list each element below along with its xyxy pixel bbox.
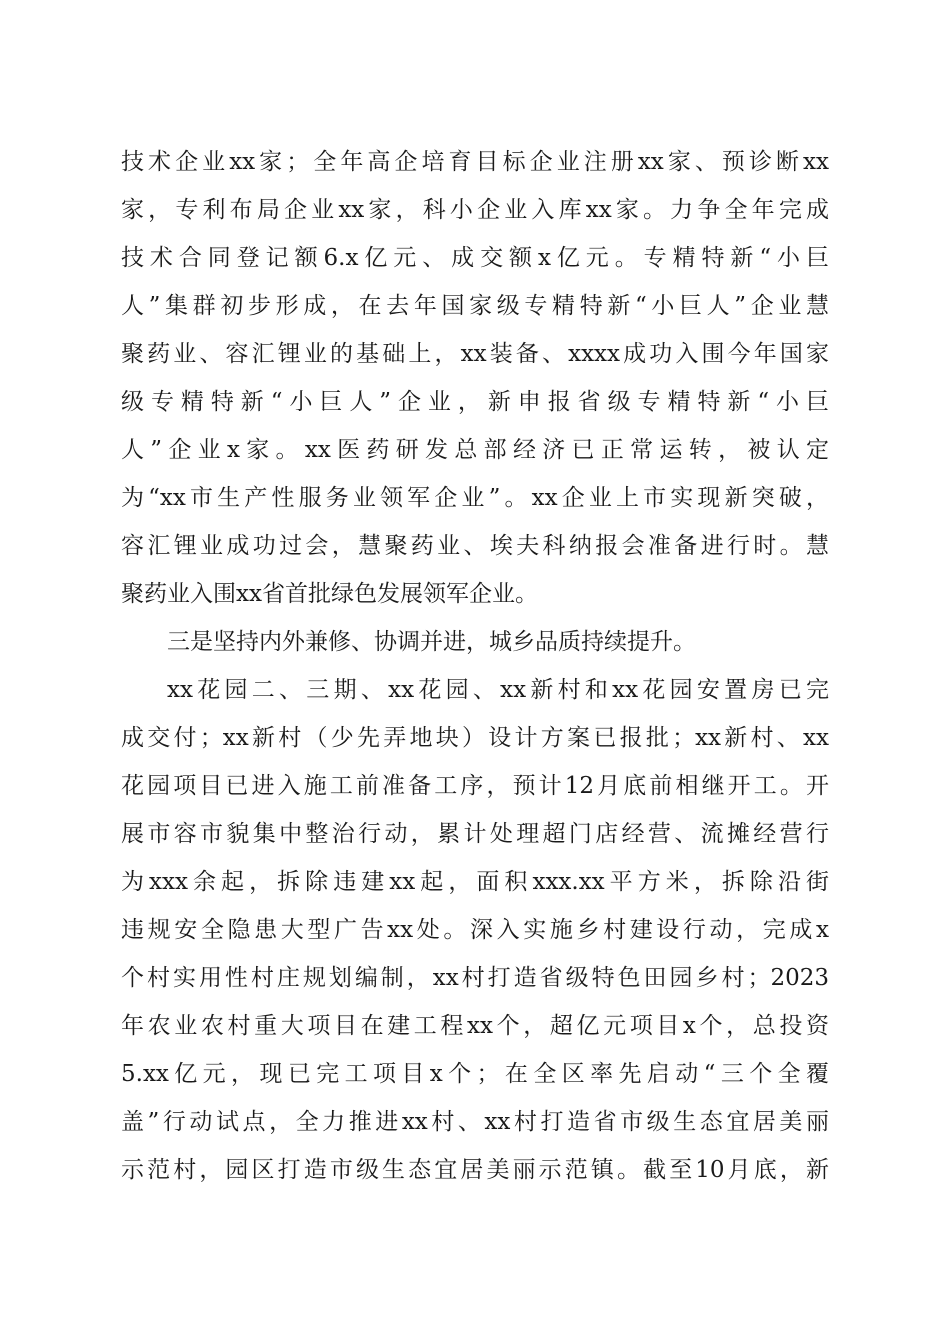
paragraph2-line: 示范村，园区打造市级生态宜居美丽示范镇。截至10月底，新 (121, 1157, 829, 1183)
paragraph1-line: 容汇锂业成功过会，慧聚药业、埃夫科纳报会准备进行时。慧 (121, 533, 829, 559)
paragraph1-line: 为“xx市生产性服务业领军企业”。xx企业上市实现新突破， (121, 485, 829, 511)
paragraph2-line: 展市容市貌集中整治行动，累计处理超门店经营、流摊经营行 (121, 821, 829, 847)
paragraph2-line: 年农业农村重大项目在建工程xx个，超亿元项目x个，总投资 (121, 1013, 829, 1039)
paragraph2-line: 为xxx余起，拆除违建xx起，面积xxx.xx平方米，拆除沿街 (121, 869, 829, 895)
paragraph1-line: 家，专利布局企业xx家，科小企业入库xx家。力争全年完成 (121, 197, 829, 223)
paragraph2-line: 成交付；xx新村（少先弄地块）设计方案已报批；xx新村、xx (121, 725, 829, 751)
paragraph2-line: 个村实用性村庄规划编制，xx村打造省级特色田园乡村；2023 (121, 965, 829, 991)
section-heading: 三是坚持内外兼修、协调并进，城乡品质持续提升。 (167, 629, 696, 655)
paragraph1-line: 技术企业xx家；全年高企培育目标企业注册xx家、预诊断xx (121, 149, 829, 175)
paragraph2-line: 盖”行动试点，全力推进xx村、xx村打造省市级生态宜居美丽 (121, 1109, 829, 1135)
paragraph1-line: 人”企业x家。xx医药研发总部经济已正常运转，被认定 (121, 437, 829, 463)
paragraph1-line: 聚药业、容汇锂业的基础上，xx装备、xxxx成功入围今年国家 (121, 341, 829, 367)
paragraph1-line: 技术合同登记额6.x亿元、成交额x亿元。专精特新“小巨 (121, 245, 829, 271)
paragraph2-line: 花园项目已进入施工前准备工序，预计12月底前相继开工。开 (121, 773, 829, 799)
paragraph2-line: xx花园二、三期、xx花园、xx新村和xx花园安置房已完 (167, 677, 829, 703)
paragraph1-line: 级专精特新“小巨人”企业，新申报省级专精特新“小巨 (121, 389, 829, 415)
paragraph2-line: 违规安全隐患大型广告xx处。深入实施乡村建设行动，完成x (121, 917, 829, 943)
paragraph1-line: 聚药业入围xx省首批绿色发展领军企业。 (121, 581, 538, 607)
paragraph1-line: 人”集群初步形成，在去年国家级专精特新“小巨人”企业慧 (121, 293, 829, 319)
paragraph2-line: 5.xx亿元，现已完工项目x个；在全区率先启动“三个全覆 (121, 1061, 829, 1087)
